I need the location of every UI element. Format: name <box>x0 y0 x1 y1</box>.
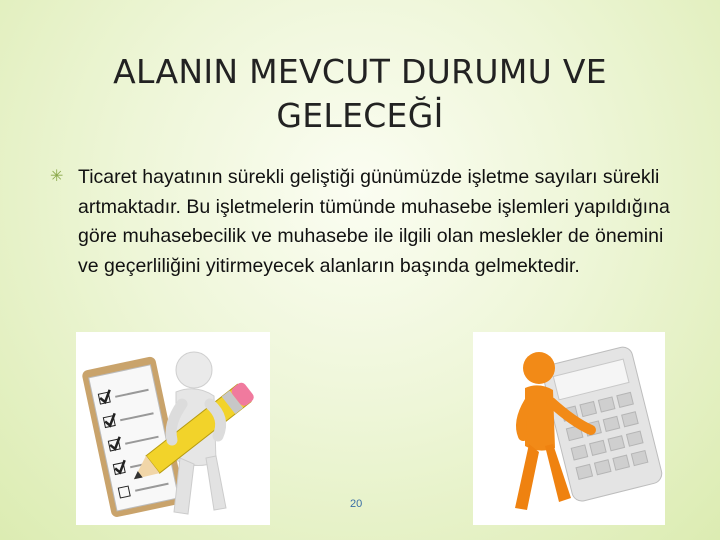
title-line-2: GELECEĞİ <box>276 96 444 135</box>
calculator-figure <box>473 332 665 525</box>
calculator-image <box>473 332 665 525</box>
checklist-pencil-image <box>76 332 270 525</box>
slide-title <box>60 50 660 138</box>
page-number: 20 <box>350 498 363 510</box>
bullet-item <box>50 163 680 281</box>
title-line-1: ALANIN MEVCUT DURUMU VE <box>113 52 607 91</box>
checklist-pencil-figure <box>76 332 270 525</box>
asterisk-bullet-icon: ✳ <box>50 168 64 185</box>
bullet-text: Ticaret hayatının sürekli geliştiği günümüzde işletme sayıları sürekli artmaktadır. Bu işletmelerin tümünde muhasebe işlemleri yapıldığına göre muhasebecilik ve muhasebe ile ilgili olan meslekler de önemini ve geçerliliğini yitirmeyecek alanların başında gelmektedir. <box>78 166 670 277</box>
